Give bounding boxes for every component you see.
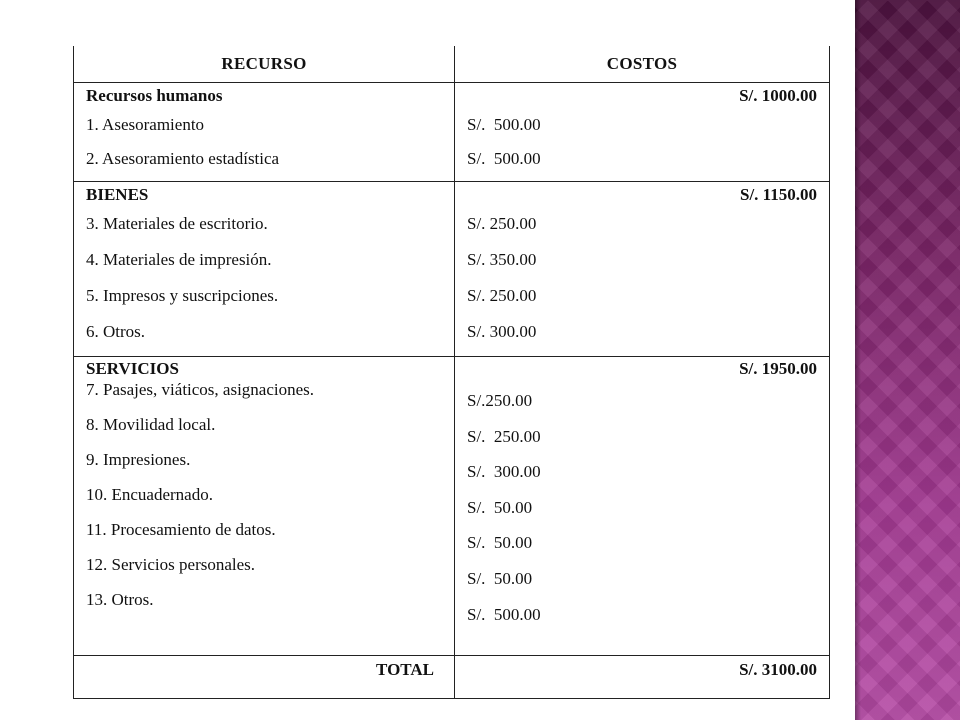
item-amount: S/. 250.00	[467, 426, 541, 446]
item-amount: S/. 500.00	[467, 149, 541, 168]
item-amount: S/. 300.00	[467, 462, 541, 482]
list-item: 5. Impresos y suscripciones.	[86, 286, 279, 305]
item-amount: S/. 500.00	[467, 115, 541, 134]
total-label: TOTAL	[376, 660, 434, 679]
table-header	[74, 46, 830, 83]
item-amount: S/. 500.00	[467, 604, 541, 624]
decorative-side-band	[855, 0, 960, 720]
list-item: 12. Servicios personales.	[86, 555, 256, 574]
section-bienes	[74, 182, 830, 357]
total-amount: S/. 3100.00	[739, 660, 817, 679]
header-costs: COSTOS	[455, 46, 830, 83]
section-human-resources	[74, 83, 830, 182]
list-item: 7. Pasajes, viáticos, asignaciones.	[86, 380, 315, 399]
budget-table	[73, 46, 830, 699]
item-amount: S/. 350.00	[467, 250, 537, 269]
total-row	[74, 656, 830, 699]
list-item: 1. Asesoramiento	[86, 115, 205, 134]
header-resource: RECURSO	[74, 46, 455, 83]
section-subtotal: S/. 1150.00	[740, 185, 817, 204]
list-item: 11. Procesamiento de datos.	[86, 520, 276, 539]
section-title: Recursos humanos	[86, 86, 223, 105]
list-item: 9. Impresiones.	[86, 450, 191, 469]
section-subtotal: S/. 1950.00	[739, 359, 817, 378]
section-subtotal: S/. 1000.00	[739, 86, 817, 105]
section-title: BIENES	[86, 185, 149, 204]
section-title: SERVICIOS	[86, 359, 179, 378]
list-item: 2. Asesoramiento estadística	[86, 149, 280, 168]
list-item: 8. Movilidad local.	[86, 415, 216, 434]
item-amount: S/. 50.00	[467, 568, 533, 588]
list-item: 13. Otros.	[86, 590, 154, 609]
item-amount: S/. 50.00	[467, 497, 533, 517]
list-item: 4. Materiales de impresión.	[86, 250, 272, 269]
item-amount: S/.250.00	[467, 391, 533, 410]
list-item: 6. Otros.	[86, 322, 146, 341]
item-amount: S/. 250.00	[467, 286, 537, 305]
item-amount: S/. 50.00	[467, 533, 533, 553]
list-item: 10. Encuadernado.	[86, 485, 213, 504]
item-amount: S/. 300.00	[467, 322, 537, 341]
item-amount: S/. 250.00	[467, 214, 537, 233]
section-servicios	[74, 357, 830, 656]
list-item: 3. Materiales de escritorio.	[86, 214, 268, 233]
